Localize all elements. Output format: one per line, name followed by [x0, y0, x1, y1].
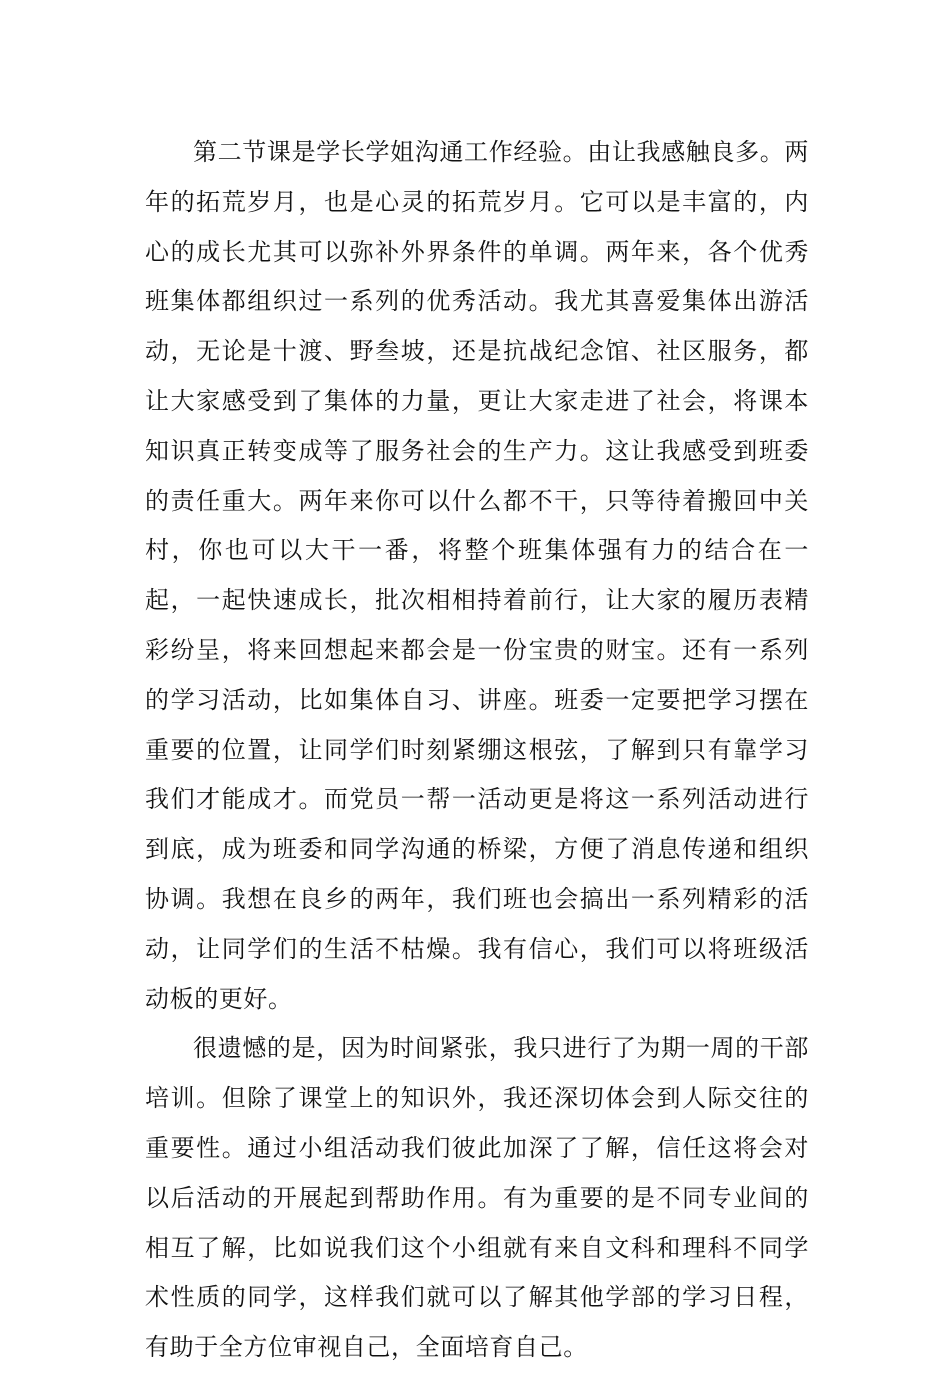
- paragraph-2: 很遗憾的是，因为时间紧张，我只进行了为期一周的干部培训。但除了课堂上的知识外，我还深切体会到人际交往的重要性。通过小组活动我们彼此加深了了解，信任这将会对以后活动的开展起到帮助作用。有为重要的是不同专业间的相互了解，比如说我们这个小组就有来自文科和理科不同学术性质的同学，这样我们就可以了解其他学部的学习日程，有助于全方位审视自己，全面培育自己。: [145, 1034, 809, 1362]
- document-body: [145, 128, 809, 1373]
- paragraph-1: 第二节课是学长学姐沟通工作经验。由让我感触良多。两年的拓荒岁月，也是心灵的拓荒岁月。它可以是丰富的，内心的成长尤其可以弥补外界条件的单调。两年来，各个优秀班集体都组织过一系列的优秀活动。我尤其喜爱集体出游活动，无论是十渡、野叁坡，还是抗战纪念馆、社区服务，都让大家感受到了集体的力量，更让大家走进了社会，将课本知识真正转变成等了服务社会的生产力。这让我感受到班委的责任重大。两年来你可以什么都不干，只等待着搬回中关村，你也可以大干一番，将整个班集体强有力的结合在一起，一起快速成长，批次相相持着前行，让大家的履历表精彩纷呈，将来回想起来都会是一份宝贵的财宝。还有一系列的学习活动，比如集体自习、讲座。班委一定要把学习摆在重要的位置，让同学们时刻紧绷这根弦，了解到只有靠学习我们才能成才。而党员一帮一活动更是将这一系列活动进行到底，成为班委和同学沟通的桥梁，方便了消息传递和组织协调。我想在良乡的两年，我们班也会搞出一系列精彩的活动，让同学们的生活不枯燥。我有信心，我们可以将班级活动板的更好。: [145, 138, 809, 1013]
